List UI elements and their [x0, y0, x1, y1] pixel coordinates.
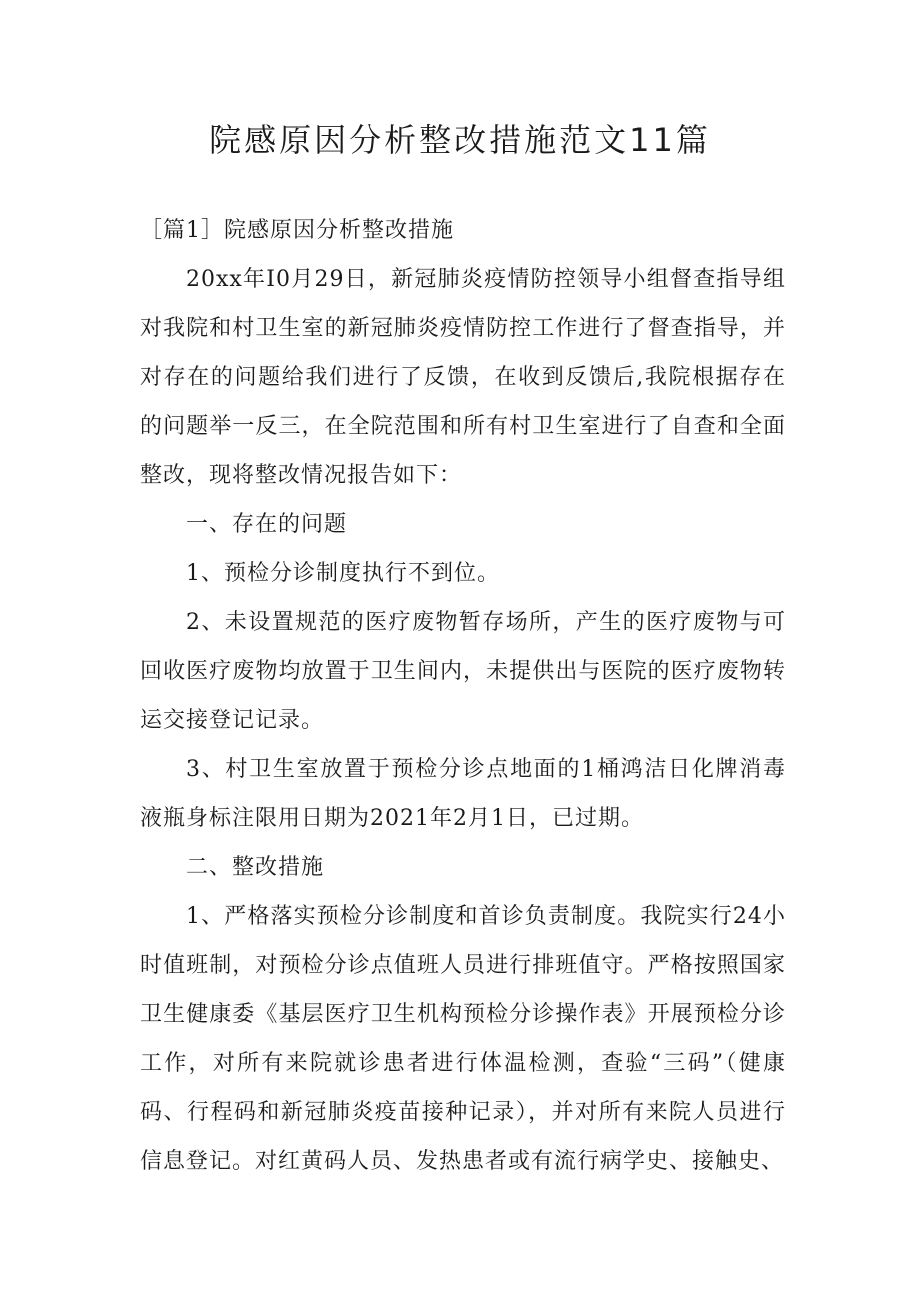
problem-item-3: 3、村卫生室放置于预检分诊点地面的1桶鸿洁日化牌消毒液瓶身标注限用日期为2021年2月1日，已过期。: [140, 757, 786, 831]
heading-existing-problems: 一、存在的问题: [186, 512, 348, 537]
section-heading: ［篇1］院感原因分析整改措施: [140, 218, 454, 243]
document-title: 院感原因分析整改措施范文11篇: [209, 121, 711, 159]
problem-item-2: 2、未设置规范的医疗废物暂存场所，产生的医疗废物与可回收医疗废物均放置于卫生间内，未提供出与医院的医疗废物转运交接登记记录。: [140, 610, 786, 733]
document-body: [140, 206, 786, 1186]
measure-item-1: 1、严格落实预检分诊制度和首诊负责制度。我院实行24小时值班制，对预检分诊点值班人员进行排班值守。严格按照国家卫生健康委《基层医疗卫生机构预检分诊操作表》开展预检分诊工作，对所有来院就诊患者进行体温检测，查验“三码”（健康码、行程码和新冠肺炎疫苗接种记录），并对所有来院人员进行信息登记。对红黄码人员、发热患者或有流行病学史、接触史、: [140, 904, 786, 1174]
intro-paragraph: 20xx年I0月29日，新冠肺炎疫情防控领导小组督查指导组对我院和村卫生室的新冠肺炎疫情防控工作进行了督查指导，并对存在的问题给我们进行了反馈，在收到反馈后,我院根据存在的问题举一反三，在全院范围和所有村卫生室进行了自查和全面整改，现将整改情况报告如下：: [140, 267, 786, 488]
problem-item-1: 1、预检分诊制度执行不到位。: [186, 561, 500, 586]
heading-rectification-measures: 二、整改措施: [186, 855, 325, 880]
